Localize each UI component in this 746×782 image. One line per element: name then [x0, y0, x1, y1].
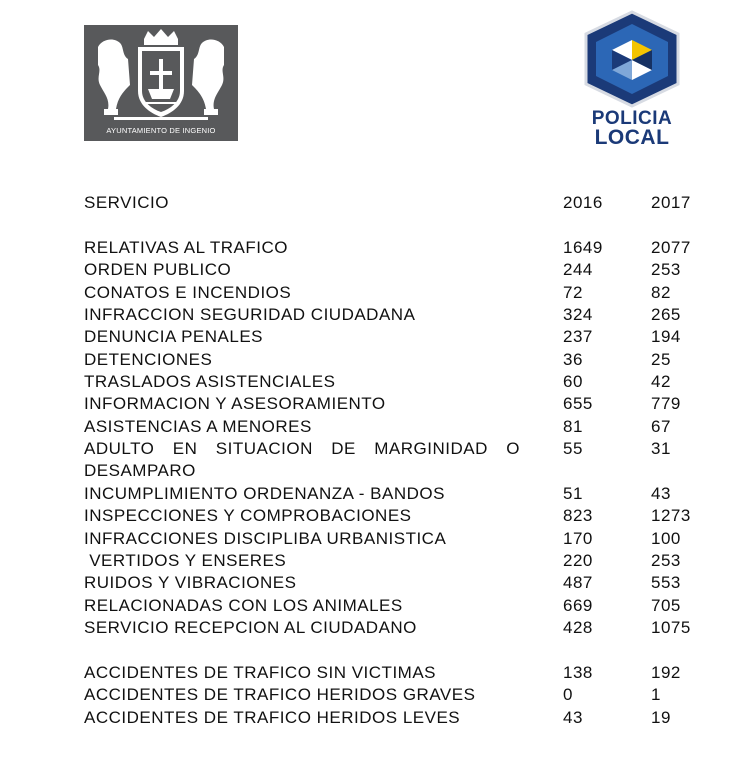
row-label: INFRACCION SEGURIDAD CIUDADANA: [84, 305, 416, 324]
row-label: RUIDOS Y VIBRACIONES: [84, 573, 297, 592]
table-row: [0, 617, 746, 639]
table-row: [0, 349, 746, 371]
policia-label: POLICIA: [591, 108, 673, 129]
value-2017: 253: [651, 260, 681, 279]
row-label: RELATIVAS AL TRAFICO: [84, 238, 288, 257]
row-label-continuation: DESAMPARO: [84, 461, 196, 480]
row-label: INFRACCIONES DISCIPLIBA URBANISTICA: [84, 529, 447, 548]
table-row: [0, 237, 746, 259]
row-label: RELACIONADAS CON LOS ANIMALES: [84, 596, 403, 615]
table-row: [0, 304, 746, 326]
row-label: VERTIDOS Y ENSERES: [84, 551, 287, 570]
row-label: ACCIDENTES DE TRAFICO HERIDOS GRAVES: [84, 685, 476, 704]
value-2017: 192: [651, 663, 681, 682]
value-2017: 1075: [651, 618, 691, 637]
table-row: [0, 259, 746, 281]
local-label: LOCAL: [594, 126, 670, 149]
row-label: ASISTENCIAS A MENORES: [84, 417, 312, 436]
value-2017: 265: [651, 305, 681, 324]
value-2017: 1273: [651, 506, 691, 525]
table-row: [0, 326, 746, 348]
value-2016: 170: [563, 529, 593, 548]
column-header-servicio: SERVICIO: [84, 193, 169, 212]
value-2017: 67: [651, 417, 671, 436]
row-label: ORDEN PUBLICO: [84, 260, 232, 279]
value-2017: 100: [651, 529, 681, 548]
table-row: [0, 282, 746, 304]
value-2016: 669: [563, 596, 593, 615]
value-2016: 244: [563, 260, 593, 279]
value-2016: 43: [563, 708, 583, 727]
value-2016: 55: [563, 439, 583, 458]
policia-local-logo: [578, 10, 686, 150]
row-label: ADULTO EN SITUACION DE MARGINIDAD O: [84, 439, 520, 458]
row-label: DETENCIONES: [84, 350, 213, 369]
ayuntamiento-caption: AYUNTAMIENTO DE INGENIO: [106, 126, 216, 135]
value-2016: 220: [563, 551, 593, 570]
value-2016: 138: [563, 663, 593, 682]
table-row: [0, 505, 746, 527]
value-2017: 194: [651, 327, 681, 346]
table-row: [0, 528, 746, 550]
value-2016: 237: [563, 327, 593, 346]
value-2016: 0: [563, 685, 573, 704]
value-2017: 31: [651, 439, 671, 458]
value-2016: 324: [563, 305, 593, 324]
value-2016: 655: [563, 394, 593, 413]
column-header-2017: 2017: [651, 193, 691, 212]
value-2017: 82: [651, 283, 671, 302]
value-2016: 72: [563, 283, 583, 302]
value-2016: 36: [563, 350, 583, 369]
row-label: ACCIDENTES DE TRAFICO HERIDOS LEVES: [84, 708, 461, 727]
value-2016: 60: [563, 372, 583, 391]
ayuntamiento-logo: [84, 25, 238, 141]
table-row: [0, 438, 746, 460]
table-row: [0, 550, 746, 572]
police-hexagon-icon: [578, 10, 686, 108]
value-2017: 19: [651, 708, 671, 727]
table-row: [0, 684, 746, 706]
value-2017: 705: [651, 596, 681, 615]
value-2016: 428: [563, 618, 593, 637]
value-2016: 51: [563, 484, 583, 503]
table-row: [0, 416, 746, 438]
table-header: [0, 192, 746, 214]
value-2016: 81: [563, 417, 583, 436]
value-2017: 43: [651, 484, 671, 503]
column-header-2016: 2016: [563, 193, 603, 212]
value-2017: 42: [651, 372, 671, 391]
row-label: INCUMPLIMIENTO ORDENANZA - BANDOS: [84, 484, 445, 503]
value-2016: 823: [563, 506, 593, 525]
value-2016: 1649: [563, 238, 603, 257]
table-row: [0, 662, 746, 684]
table-row: [0, 572, 746, 594]
row-label: ACCIDENTES DE TRAFICO SIN VICTIMAS: [84, 663, 437, 682]
value-2017: 553: [651, 573, 681, 592]
row-label: DENUNCIA PENALES: [84, 327, 263, 346]
table-row: [0, 393, 746, 415]
row-label: INFORMACION Y ASESORAMIENTO: [84, 394, 386, 413]
table-row: [0, 483, 746, 505]
table-row: [0, 595, 746, 617]
value-2017: 25: [651, 350, 671, 369]
row-label: TRASLADOS ASISTENCIALES: [84, 372, 336, 391]
value-2017: 2077: [651, 238, 691, 257]
value-2016: 487: [563, 573, 593, 592]
value-2017: 1: [651, 685, 661, 704]
table-row: [0, 707, 746, 729]
row-label: SERVICIO RECEPCION AL CIUDADANO: [84, 618, 417, 637]
table-row: [0, 371, 746, 393]
row-label: CONATOS E INCENDIOS: [84, 283, 292, 302]
coat-of-arms-icon: [84, 25, 238, 141]
value-2017: 779: [651, 394, 681, 413]
row-label: INSPECCIONES Y COMPROBACIONES: [84, 506, 412, 525]
value-2017: 253: [651, 551, 681, 570]
